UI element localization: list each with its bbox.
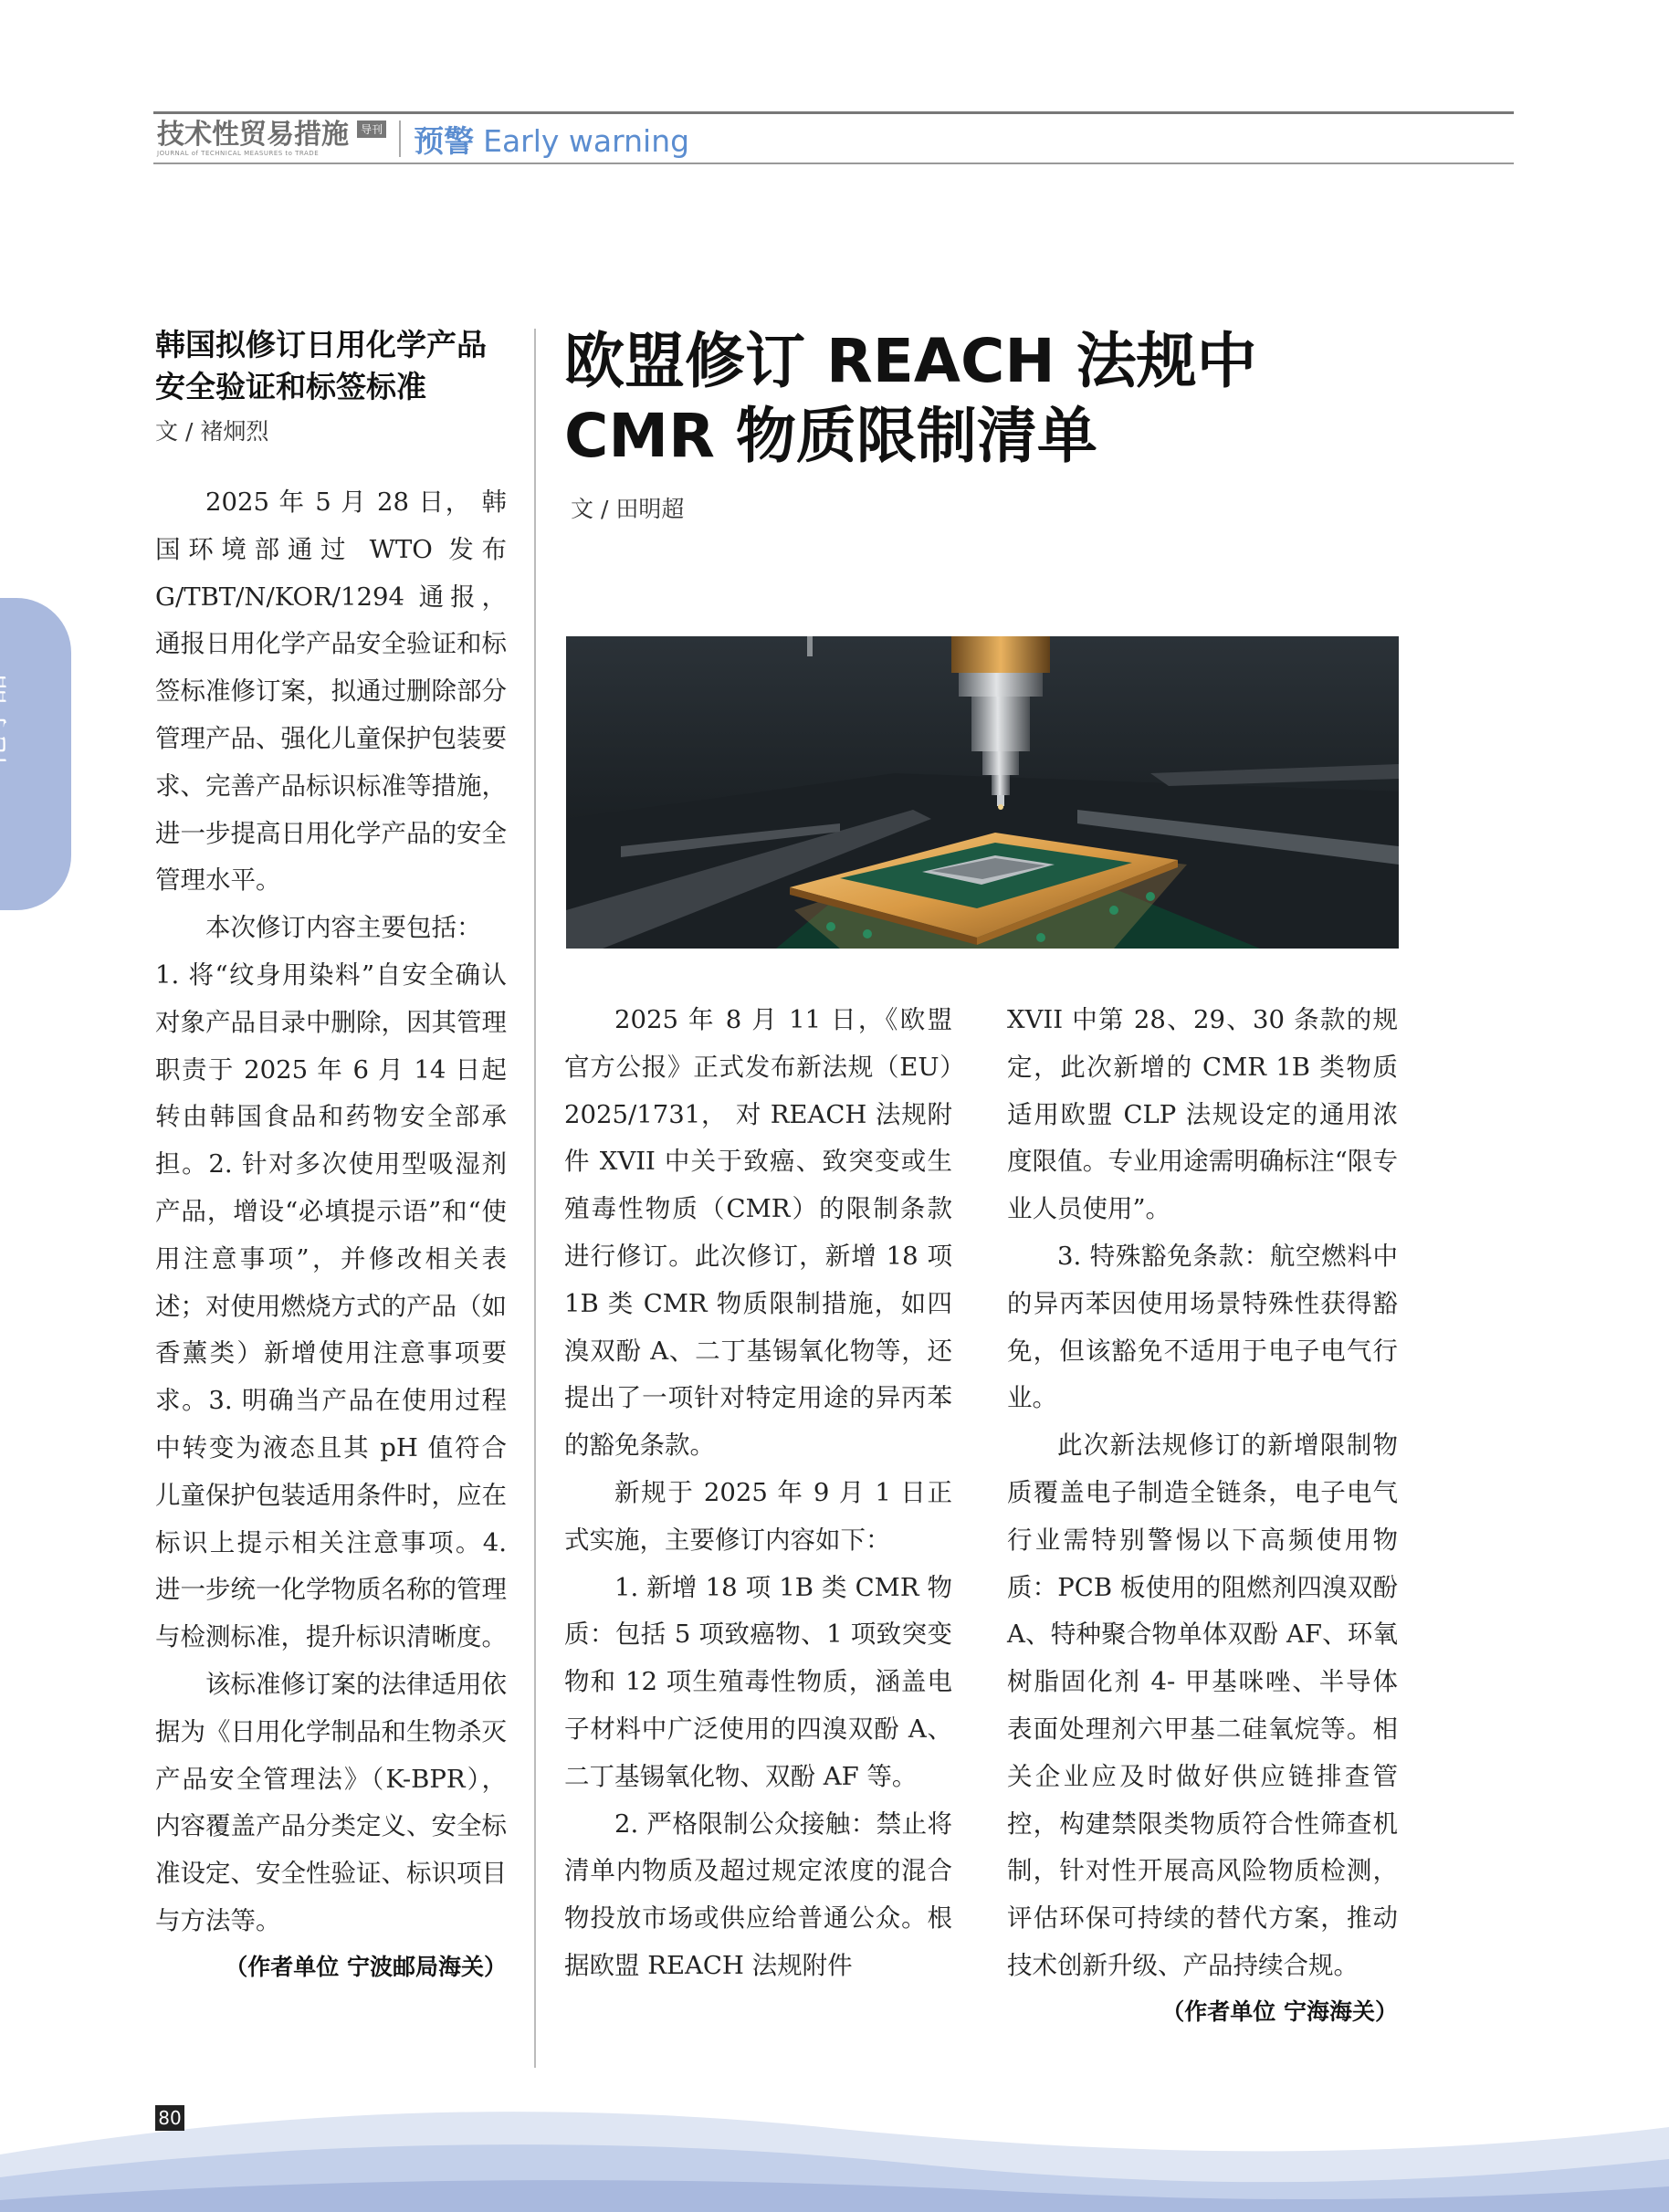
main-article-author: 文 / 田明超 <box>571 496 685 522</box>
left-paragraph: 2025 年 5 月 28 日， 韩国环境部通过 WTO 发布 G/TBT/N/KOR/1294 通报，通报日用化学产品安全验证和标签标准修订案，拟通过删除部分管理产品、强化儿童保护包装要求、完善产品标识标准等措施，进一步提高日用化学产品的安全管理水平。 <box>155 487 507 896</box>
header-separator <box>399 121 401 157</box>
section-label-cn: 预警 <box>414 122 475 159</box>
left-article-title-line1: 韩国拟修订日用化学产品 <box>155 327 487 362</box>
chip-photo <box>566 636 1399 949</box>
main-paragraph: 此次新法规修订的新增限制物质覆盖电子制造全链条，电子电气行业需特别警惕以下高频使用物质：PCB 板使用的阻燃剂四溴双酚 A、特种聚合物单体双酚 AF、环氧树脂固化剂 4- 甲基咪唑、半导体表面处理剂六甲基二硅氧烷等。相关企业应及时做好供应链排查管控，构建禁限类物质符合性筛查机制，针对性开展高风险物质检测，评估环保可持续的替代方案，推动技术创新升级、产品持续合规。 <box>1007 1431 1398 1980</box>
main-article-affiliation: （作者单位 宁海海关） <box>1161 1997 1398 2025</box>
journal-logo <box>157 118 386 158</box>
side-category-label <box>0 730 11 767</box>
main-article-title <box>564 324 1257 474</box>
page-number: 80 <box>155 2105 184 2131</box>
left-article-title <box>155 324 507 408</box>
main-article-title-line1: 欧盟修订 REACH 法规中 <box>564 326 1257 396</box>
main-paragraph: 新规于 2025 年 9 月 1 日正式实施，主要修订内容如下： <box>564 1477 952 1555</box>
main-article-column-1 <box>564 997 952 1990</box>
section-label-en: Early warning <box>483 122 690 159</box>
journal-name: 技术性贸易措施 <box>157 118 349 151</box>
left-article <box>155 324 507 1982</box>
header-bottom-rule <box>153 162 1514 164</box>
column-divider <box>534 329 536 2068</box>
left-paragraph: 本次修订内容主要包括： <box>205 913 482 943</box>
left-paragraph: 该标准修订案的法律适用依据为《日用化学制品和生物杀灭产品安全管理法》（K-BPR），内容覆盖产品分类定义、安全标准设定、安全性验证、标识项目与方法等。 <box>155 1669 507 1935</box>
header-top-rule <box>153 111 1514 114</box>
page-header <box>157 119 689 159</box>
section-label <box>414 118 689 161</box>
journal-badge: 导刊 <box>357 121 386 138</box>
main-paragraph: 3. 特殊豁免条款：航空燃料中的异丙苯因使用场景特殊性获得豁免，但该豁免不适用于电子电气行业。 <box>1007 1241 1398 1413</box>
footer-wave <box>0 2100 1669 2212</box>
left-article-title-line2: 安全验证和标签标准 <box>155 369 426 404</box>
left-paragraph: 1. 将“纹身用染料”自安全确认对象产品目录中删除，因其管理职责于 2025 年 6 月 14 日起转由韩国食品和药物安全部承担。2. 针对多次使用型吸湿剂产品，增设“必填提示语”和“使用注意事项”，并修改相关表述；对使用燃烧方式的产品（如香薰类）新增使用注意事项要求。3. 明确当产品在使用过程中转变为液态且其 pH 值符合儿童保护包装适用条件时，应在标识上提示相关注意事项。4. 进一步统一化学物质名称的管理与检测标准，提升标识清晰度。 <box>155 959 507 1652</box>
left-article-author: 文 / 褚炯烈 <box>155 418 269 445</box>
journal-english-name: JOURNAL of TECHNICAL MEASURES to TRADE <box>157 149 320 157</box>
main-paragraph: 1. 新增 18 项 1B 类 CMR 物质：包括 5 项致癌物、1 项致突变物和 12 项生殖毒性物质，涵盖电子材料中广泛使用的四溴双酚 A、二丁基锡氧化物、双酚 AF 等。 <box>564 1572 952 1791</box>
main-paragraph: XVII 中第 28、29、30 条款的规定，此次新增的 CMR 1B 类物质适用欧盟 CLP 法规设定的通用浓度限值。专业用途需明确标注“限专业人员使用”。 <box>1007 1005 1398 1224</box>
main-article-column-2 <box>1007 997 1398 2027</box>
main-article-title-line2: CMR 物质限制清单 <box>564 401 1097 471</box>
left-article-body <box>155 479 507 1945</box>
main-paragraph: 2. 严格限制公众接触：禁止将清单内物质及超过规定浓度的混合物投放市场或供应给普通公众。根据欧盟 REACH 法规附件 <box>564 1808 952 1980</box>
main-paragraph: 2025 年 8 月 11 日，《欧盟官方公报》正式发布新法规（EU）2025/1731， 对 REACH 法规附件 XVII 中关于致癌、致突变或生殖毒性物质（CMR）的限制条款进行修订。此次修订，新增 18 项 1B 类 CMR 物质限制措施，如四溴双酚 A、二丁基锡氧化物等，还提出了一项针对特定用途的异丙苯的豁免条款。 <box>564 1005 952 1461</box>
left-article-affiliation: （作者单位 宁波邮局海关） <box>225 1953 507 1980</box>
